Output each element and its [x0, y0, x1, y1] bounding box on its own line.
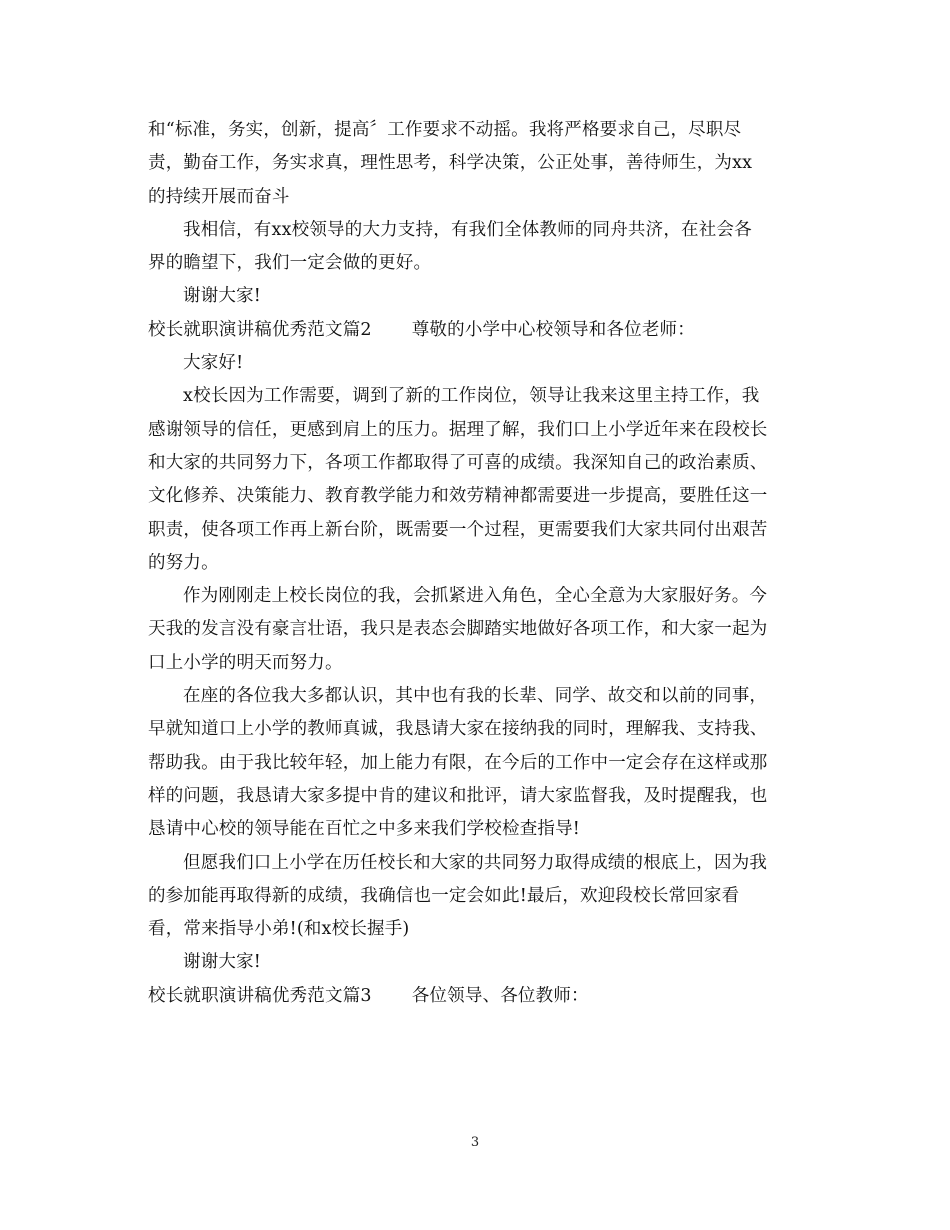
closing-thanks: 谢谢大家!: [183, 286, 262, 307]
greeting: 大家好!: [183, 353, 244, 374]
paragraph-line: 我相信，有xx校领导的大力支持，有我们全体教师的同舟共济，在社会各: [183, 219, 752, 240]
paragraph-line: x校长因为工作需要，调到了新的工作岗位，领导让我来这里主持工作，我: [183, 386, 760, 407]
paragraph-line: 职责，使各项工作再上新台阶，既需要一个过程，更需要我们大家共同付出艰苦: [148, 519, 768, 540]
paragraph-line: 感谢领导的信任，更感到肩上的压力。据理了解，我们口上小学近年来在段校长: [148, 419, 768, 440]
closing-thanks: 谢谢大家!: [183, 952, 262, 973]
paragraph-line: 看，常来指导小弟!(和x校长握手): [148, 919, 410, 940]
salutation: 尊敬的小学中心校领导和各位老师：: [411, 319, 695, 340]
salutation: 各位领导、各位教师：: [411, 985, 589, 1006]
paragraph-line: 责，勤奋工作，务实求真，理性思考，科学决策，公正处事，善待师生，为xx: [148, 153, 753, 174]
section-heading: [148, 980, 808, 1013]
paragraph-line: 作为刚刚走上校长岗位的我，会抓紧进入角色，全心全意为大家服好务。今: [183, 586, 768, 607]
paragraph-line: 和“标准，务实，创新，提高〞工作要求不动摇。我将严格要求自己，尽职尽: [148, 120, 742, 140]
paragraph-line: 恳请中心校的领导能在百忙之中多来我们学校检查指导!: [148, 819, 581, 840]
paragraph-line: 口上小学的明天而努力。: [148, 652, 343, 673]
document-body: [148, 114, 808, 1013]
section-heading: [148, 314, 808, 347]
paragraph-line: 的持续开展而奋斗: [148, 186, 290, 207]
paragraph-line: 天我的发言没有豪言壮语，我只是表态会脚踏实地做好各项工作，和大家一起为: [148, 619, 768, 640]
paragraph-line: 帮助我。由于我比较年轻，加上能力有限，在今后的工作中一定会存在这样或那: [148, 752, 768, 773]
paragraph-line: 早就知道口上小学的教师真诚，我恳请大家在接纳我的同时，理解我、支持我、: [148, 719, 768, 740]
section-title: 校长就职演讲稿优秀范文篇2: [148, 319, 372, 340]
paragraph-line: 和大家的共同努力下，各项工作都取得了可喜的成绩。我深知自己的政治素质、: [148, 452, 768, 473]
paragraph-line: 但愿我们口上小学在历任校长和大家的共同努力取得成绩的根底上，因为我: [183, 852, 768, 873]
page-number: 3: [470, 1135, 480, 1150]
paragraph-line: 在座的各位我大多都认识，其中也有我的长辈、同学、故交和以前的同事，: [183, 686, 768, 707]
paragraph-line: 的努力。: [148, 552, 219, 573]
paragraph-line: 文化修养、决策能力、教育教学能力和效劳精神都需要进一步提高，要胜任这一: [148, 486, 768, 507]
section-title: 校长就职演讲稿优秀范文篇3: [148, 985, 372, 1006]
paragraph-line: 的参加能再取得新的成绩，我确信也一定会如此!最后，欢迎段校长常回家看: [148, 885, 740, 906]
paragraph-line: 样的问题，我恳请大家多提中肯的建议和批评，请大家监督我，及时提醒我，也: [148, 785, 768, 806]
paragraph-line: 界的瞻望下，我们一定会做的更好。: [148, 253, 432, 274]
